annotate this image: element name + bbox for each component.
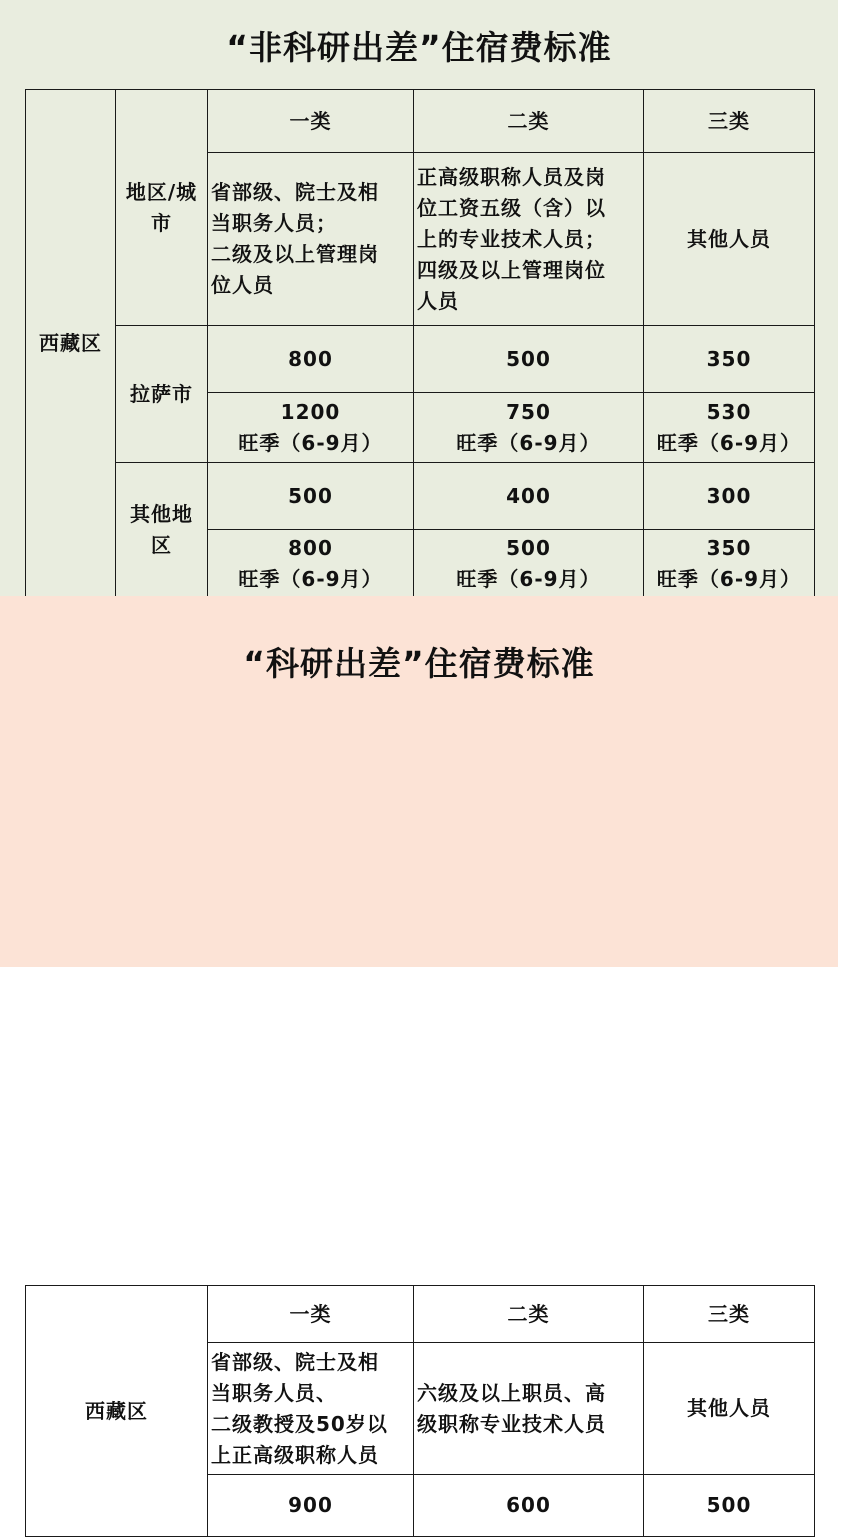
peak-season-label: 旺季（6-9月） bbox=[238, 430, 383, 455]
peak-rate: 1200 bbox=[280, 399, 341, 424]
peak-rate-cell bbox=[414, 393, 644, 463]
text-line: 上的专业技术人员； bbox=[417, 226, 606, 251]
region-cell: 西藏区 bbox=[26, 1286, 208, 1537]
category-header: 三类 bbox=[644, 90, 815, 153]
text-line: 省部级、院士及相 bbox=[211, 1349, 379, 1374]
personnel-cell-c1 bbox=[208, 153, 414, 326]
text-line: 二级教授及50岁以 bbox=[211, 1411, 388, 1436]
personnel-cell-c2 bbox=[414, 153, 644, 326]
peak-rate: 350 bbox=[706, 535, 752, 560]
category-header: 二类 bbox=[414, 1286, 644, 1343]
peak-rate-cell bbox=[208, 530, 414, 598]
rate-cell: 350 bbox=[644, 326, 815, 393]
region-cell: 西藏区 bbox=[26, 90, 116, 598]
personnel-cell-c3: 其他人员 bbox=[644, 1343, 815, 1475]
peak-rate: 530 bbox=[706, 399, 752, 424]
text-line: 六级及以上职员、高 bbox=[417, 1380, 606, 1405]
peak-season-label: 旺季（6-9月） bbox=[656, 566, 802, 591]
category-header: 三类 bbox=[644, 1286, 815, 1343]
rate-cell: 600 bbox=[414, 1475, 644, 1537]
research-table bbox=[25, 1285, 815, 1537]
city-name: 区 bbox=[151, 533, 172, 557]
category-header: 一类 bbox=[208, 1286, 414, 1343]
category-header: 一类 bbox=[208, 90, 414, 153]
peak-rate: 800 bbox=[288, 535, 333, 560]
rate-cell: 500 bbox=[414, 326, 644, 393]
text-line: 四级及以上管理岗位 bbox=[417, 257, 606, 282]
city-cell-other bbox=[116, 463, 208, 598]
text-line: 省部级、院士及相 bbox=[211, 180, 379, 204]
text-line: 二级及以上管理岗 bbox=[211, 242, 379, 266]
rate-cell: 400 bbox=[414, 463, 644, 530]
peak-season-label: 旺季（6-9月） bbox=[238, 566, 383, 591]
rate-cell: 500 bbox=[644, 1475, 815, 1537]
category-header: 二类 bbox=[414, 90, 644, 153]
peak-rate: 500 bbox=[506, 535, 551, 560]
text-line: 位人员 bbox=[211, 273, 274, 297]
city-header-line: 地区/城 bbox=[125, 179, 198, 204]
personnel-cell-c2 bbox=[414, 1343, 644, 1475]
text-line: 级职称专业技术人员 bbox=[417, 1411, 606, 1436]
research-panel bbox=[0, 596, 838, 1517]
rate-cell: 800 bbox=[208, 326, 414, 393]
peak-season-label: 旺季（6-9月） bbox=[456, 566, 601, 591]
non-research-table bbox=[25, 89, 815, 598]
text-line: 位工资五级（含）以 bbox=[417, 195, 606, 220]
city-header-line: 市 bbox=[151, 210, 172, 235]
peak-rate-cell bbox=[644, 530, 815, 598]
city-header-cell bbox=[116, 90, 208, 326]
non-research-title: “非科研出差”住宿费标准 bbox=[226, 28, 612, 67]
non-research-panel bbox=[0, 0, 838, 596]
peak-rate-cell bbox=[644, 393, 815, 463]
text-line: 上正高级职称人员 bbox=[211, 1442, 379, 1467]
peak-rate-cell bbox=[414, 530, 644, 598]
rate-cell: 900 bbox=[208, 1475, 414, 1537]
peak-rate: 750 bbox=[506, 399, 551, 424]
peak-rate-cell bbox=[208, 393, 414, 463]
peak-season-label: 旺季（6-9月） bbox=[456, 430, 601, 455]
research-title: “科研出差”住宿费标准 bbox=[243, 644, 595, 683]
text-line: 当职务人员、 bbox=[211, 1380, 337, 1405]
rate-cell: 300 bbox=[644, 463, 815, 530]
text-line: 正高级职称人员及岗 bbox=[417, 164, 606, 189]
peak-season-label: 旺季（6-9月） bbox=[656, 430, 802, 455]
personnel-cell-c1 bbox=[208, 1343, 414, 1475]
text-line: 人员 bbox=[417, 288, 459, 313]
city-cell-lhasa bbox=[116, 326, 208, 463]
city-name: 拉萨市 bbox=[130, 381, 193, 406]
text-line: 当职务人员； bbox=[211, 211, 337, 235]
city-name: 其他地 bbox=[130, 502, 193, 526]
personnel-cell-c3: 其他人员 bbox=[644, 153, 815, 326]
rate-cell: 500 bbox=[208, 463, 414, 530]
